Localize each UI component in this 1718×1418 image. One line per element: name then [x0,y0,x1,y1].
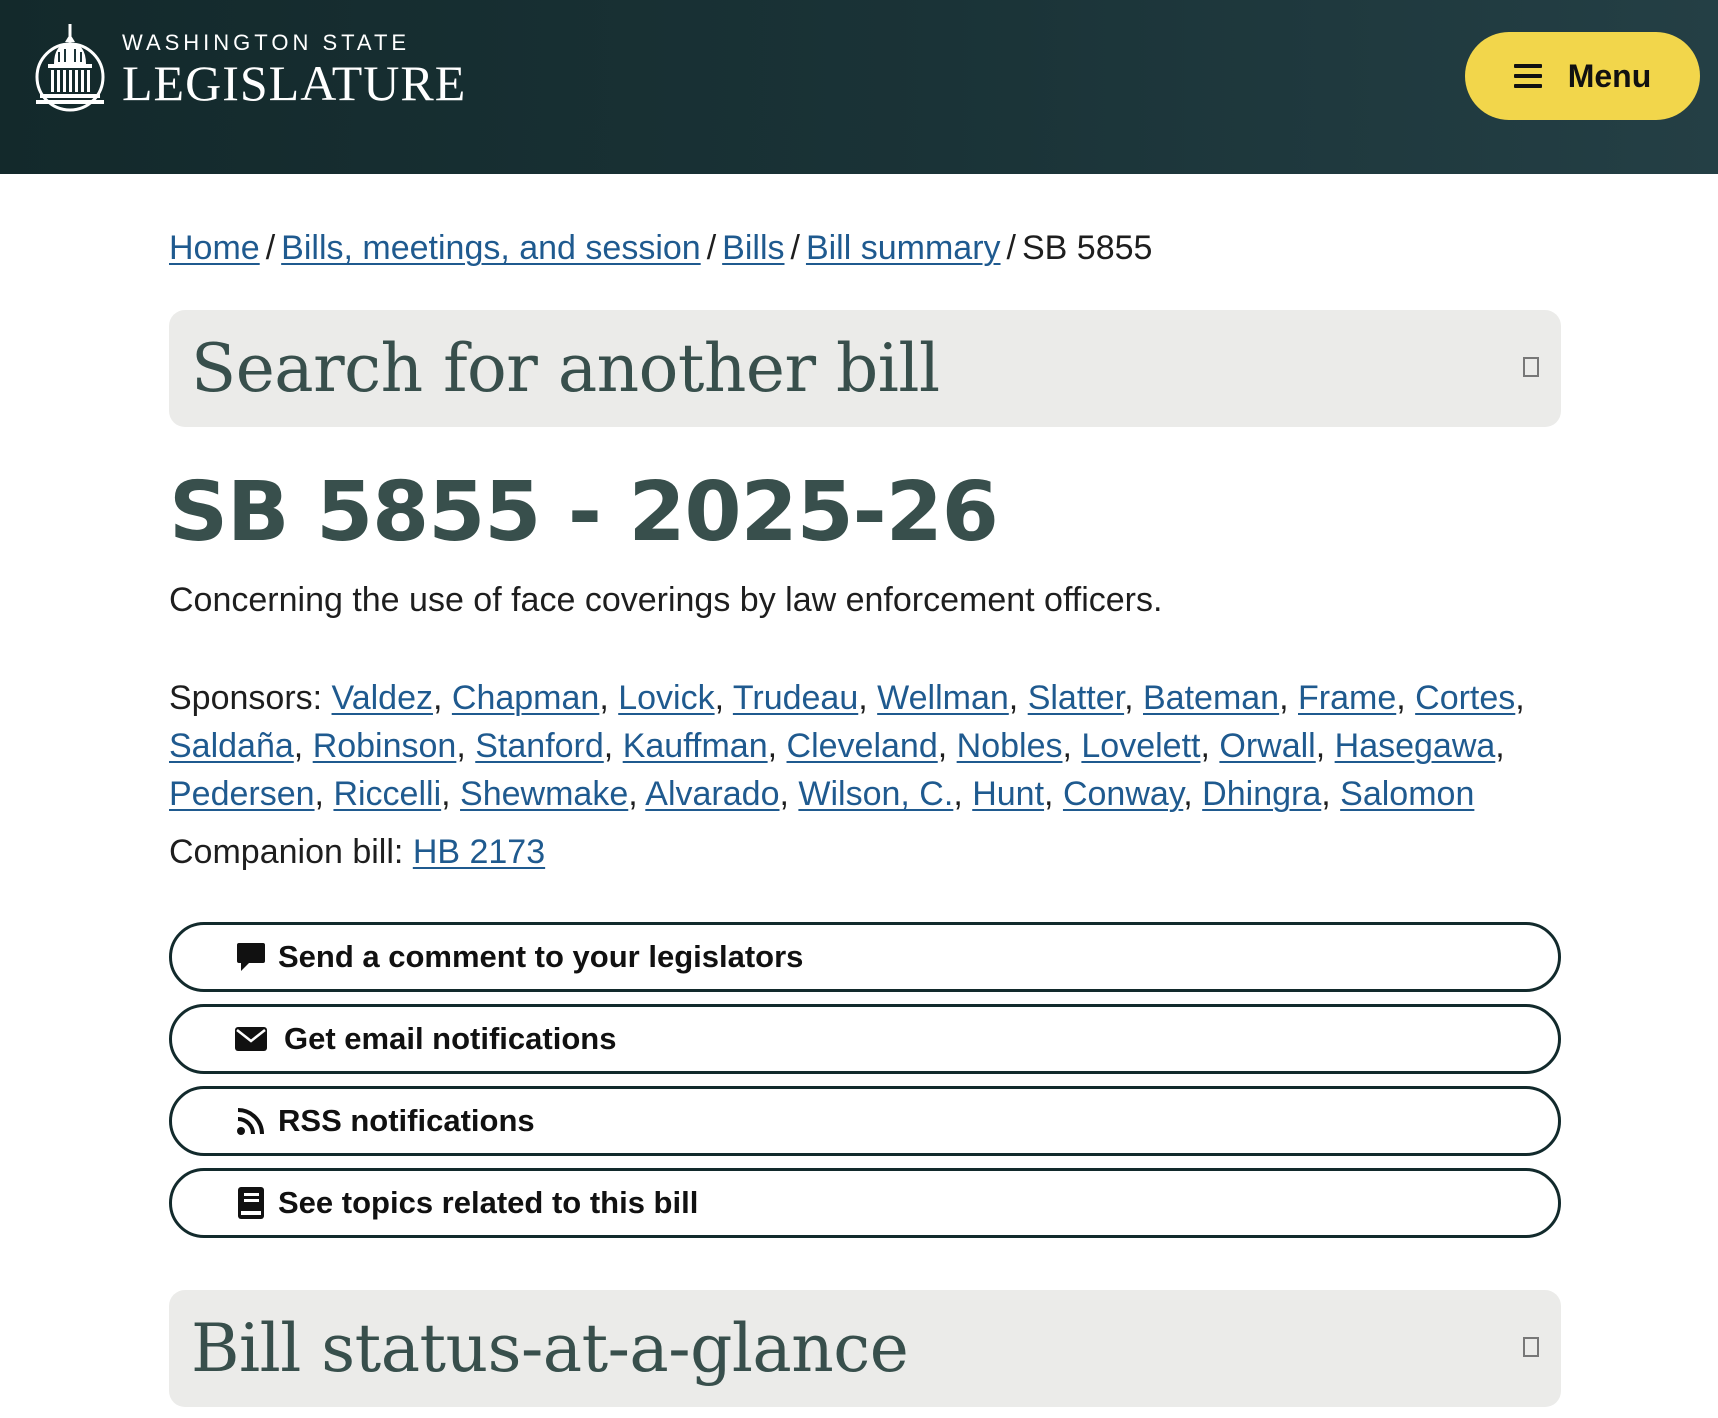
email-notifications-button[interactable] [169,1004,1561,1074]
site-logo[interactable] [28,22,466,114]
sponsor-link[interactable]: Slatter [1027,679,1125,717]
sponsor-link[interactable]: Chapman [451,679,600,717]
logo-title: LEGISLATURE [122,55,467,111]
breadcrumb-bill-summary[interactable]: Bill summary [805,229,1001,267]
menu-button-label: Menu [1567,57,1652,94]
sponsor-link[interactable]: Frame [1298,679,1397,717]
sponsor-link[interactable]: Dhingra [1202,775,1322,813]
sponsor-link[interactable]: Saldaña [169,727,294,765]
sponsor-link[interactable]: Stanford [475,727,604,765]
bill-title: SB 5855 - 2025-26 [169,465,998,560]
capitol-dome-icon [28,22,112,114]
send-comment-button[interactable] [169,922,1561,992]
sponsor-link[interactable]: Kauffman [622,727,768,765]
bill-description: Concerning the use of face coverings by law enforcement officers. [169,581,1163,619]
sponsor-link[interactable]: Pedersen [169,775,315,813]
sponsor-link[interactable]: Bateman [1143,679,1280,717]
related-topics-label: See topics related to this bill [278,1185,699,1220]
breadcrumb-separator: / [265,229,276,267]
sponsor-link[interactable]: Cleveland [786,727,938,765]
sponsor-link[interactable]: Lovick [618,679,715,717]
sponsor-link[interactable]: Valdez [331,679,433,717]
sponsor-link[interactable]: Alvarado [645,775,780,813]
menu-button[interactable] [1465,32,1700,120]
envelope-icon [234,1022,268,1056]
logo-text [122,28,467,111]
sponsor-link[interactable]: Salomon [1340,775,1475,813]
breadcrumb-separator: / [706,229,717,267]
send-comment-label: Send a comment to your legislators [278,939,804,974]
bill-status-accordion-title: Bill status-at-a-glance [191,1310,909,1387]
sponsor-link[interactable]: Trudeau [732,679,859,717]
breadcrumb-separator: / [790,229,800,267]
logo-subtitle: WASHINGTON STATE [122,30,411,55]
sponsor-link[interactable]: Wellman [877,679,1009,717]
sponsor-link[interactable]: Orwall [1219,727,1316,765]
breadcrumb-separator: / [1006,229,1016,267]
site-header [0,0,1718,174]
breadcrumb-home[interactable]: Home [169,229,260,267]
sponsor-link[interactable]: Lovelett [1081,727,1201,765]
breadcrumb-bills[interactable]: Bills [722,229,785,267]
hamburger-icon [1514,64,1542,88]
search-bill-accordion-title: Search for another bill [191,330,940,407]
rss-icon [234,1104,268,1138]
rss-notifications-button[interactable] [169,1086,1561,1156]
sponsor-link[interactable]: Hunt [972,775,1045,813]
email-notifications-label: Get email notifications [284,1021,617,1056]
sponsor-link[interactable]: Nobles [956,727,1063,765]
companion-bill [169,828,545,876]
book-icon [234,1186,268,1220]
sponsor-link[interactable]: Wilson, C. [798,775,954,813]
sponsor-link[interactable]: Riccelli [333,775,442,813]
related-topics-button[interactable] [169,1168,1561,1238]
comment-icon [234,940,268,974]
breadcrumb [169,224,1152,272]
rss-notifications-label: RSS notifications [278,1103,535,1138]
companion-bill-label: Companion bill: [169,833,404,871]
sponsor-link[interactable]: Hasegawa [1334,727,1496,765]
sponsors-list: Sponsors: Valdez, Chapman, Lovick, Trudeau, Wellman, Slatter, Bateman, Frame, Cortes, Saldaña, Robinson, Stanford, Kauffman, Cleveland, Nobles, Lovelett, Orwall, Hasegawa, Pedersen, Riccelli, Shewmake, Alvarado, Wilson, C., Hunt, Conway, Dhingra, Salomon [169,679,1525,813]
expand-icon [1523,1337,1539,1357]
expand-icon [1523,357,1539,377]
sponsor-link[interactable]: Cortes [1415,679,1516,717]
sponsors-label: Sponsors: [169,679,323,717]
breadcrumb-current: SB 5855 [1021,229,1153,267]
sponsor-link[interactable]: Conway [1062,775,1184,813]
sponsor-link[interactable]: Shewmake [460,775,629,813]
search-bill-accordion[interactable] [169,310,1561,427]
sponsor-link[interactable]: Robinson [312,727,457,765]
breadcrumb-bills-meetings-session[interactable]: Bills, meetings, and session [281,229,701,267]
bill-status-accordion[interactable] [169,1290,1561,1407]
companion-bill-link[interactable]: HB 2173 [412,833,546,871]
